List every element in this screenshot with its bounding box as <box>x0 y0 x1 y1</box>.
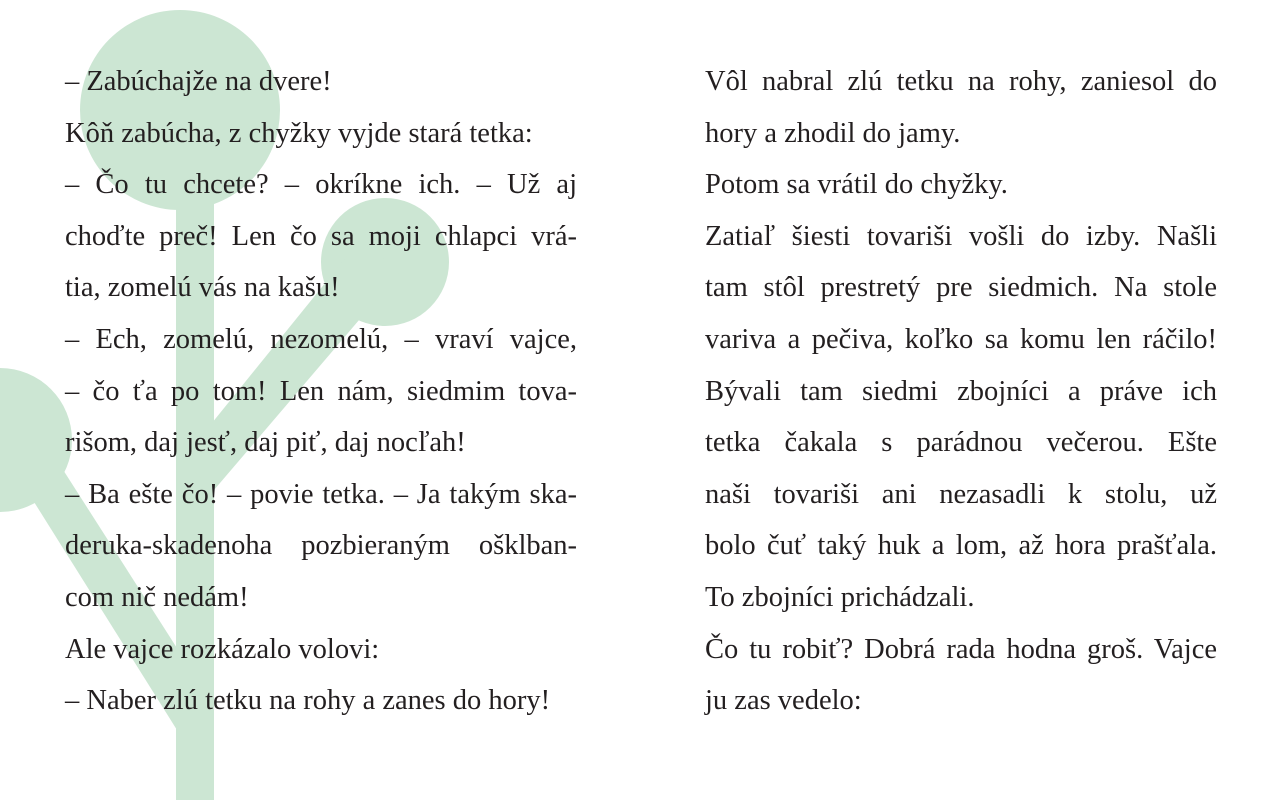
right-line: Zatiaľ šiesti tovariši vošli do izby. Našli <box>705 220 1217 252</box>
left-line: choďte preč! Len čo sa moji chlapci vrá- <box>65 220 577 252</box>
right-text-column <box>705 56 1217 727</box>
right-line: hory a zhodil do jamy. <box>705 117 961 149</box>
left-line: – Ech, zomelú, nezomelú, – vraví vajce, <box>65 323 577 355</box>
right-line: Bývali tam siedmi zbojníci a práve ich <box>705 375 1217 407</box>
left-line: tia, zomelú vás na kašu! <box>65 272 340 304</box>
right-line: tam stôl prestretý pre siedmich. Na stole <box>705 272 1217 304</box>
right-line: ju zas vedelo: <box>705 685 862 717</box>
right-line: bolo čuť taký huk a lom, až hora prašťala. <box>705 530 1217 562</box>
left-line: com nič nedám! <box>65 581 249 613</box>
right-line: Potom sa vrátil do chyžky. <box>705 169 1008 201</box>
right-line: Vôl nabral zlú tetku na rohy, zaniesol do <box>705 66 1217 97</box>
right-line: tetka čakala s parádnou večerou. Ešte <box>705 427 1217 459</box>
left-line: deruka-skadenoha pozbieraným ošklban- <box>65 530 577 562</box>
left-line: – Ba ešte čo! – povie tetka. – Ja takým ska- <box>65 478 577 510</box>
right-line: variva a pečiva, koľko sa komu len ráčilo! <box>705 323 1217 355</box>
left-line: rišom, daj jesť, daj piť, daj nocľah! <box>65 427 466 459</box>
right-line: To zbojníci prichádzali. <box>705 581 975 613</box>
left-line: Ale vajce rozkázalo volovi: <box>65 633 380 665</box>
left-text-column <box>65 56 577 727</box>
left-line: – Čo tu chcete? – okríkne ich. – Už aj <box>65 169 577 201</box>
left-line: – Zabúchajže na dvere! <box>65 66 332 97</box>
right-line: Čo tu robiť? Dobrá rada hodna groš. Vajce <box>705 633 1217 665</box>
left-line: Kôň zabúcha, z chyžky vyjde stará tetka: <box>65 117 533 149</box>
right-line: naši tovariši ani nezasadli k stolu, už <box>705 478 1217 510</box>
left-line: – čo ťa po tom! Len nám, siedmim tova- <box>65 375 577 407</box>
left-line: – Naber zlú tetku na rohy a zanes do hory! <box>65 685 551 717</box>
